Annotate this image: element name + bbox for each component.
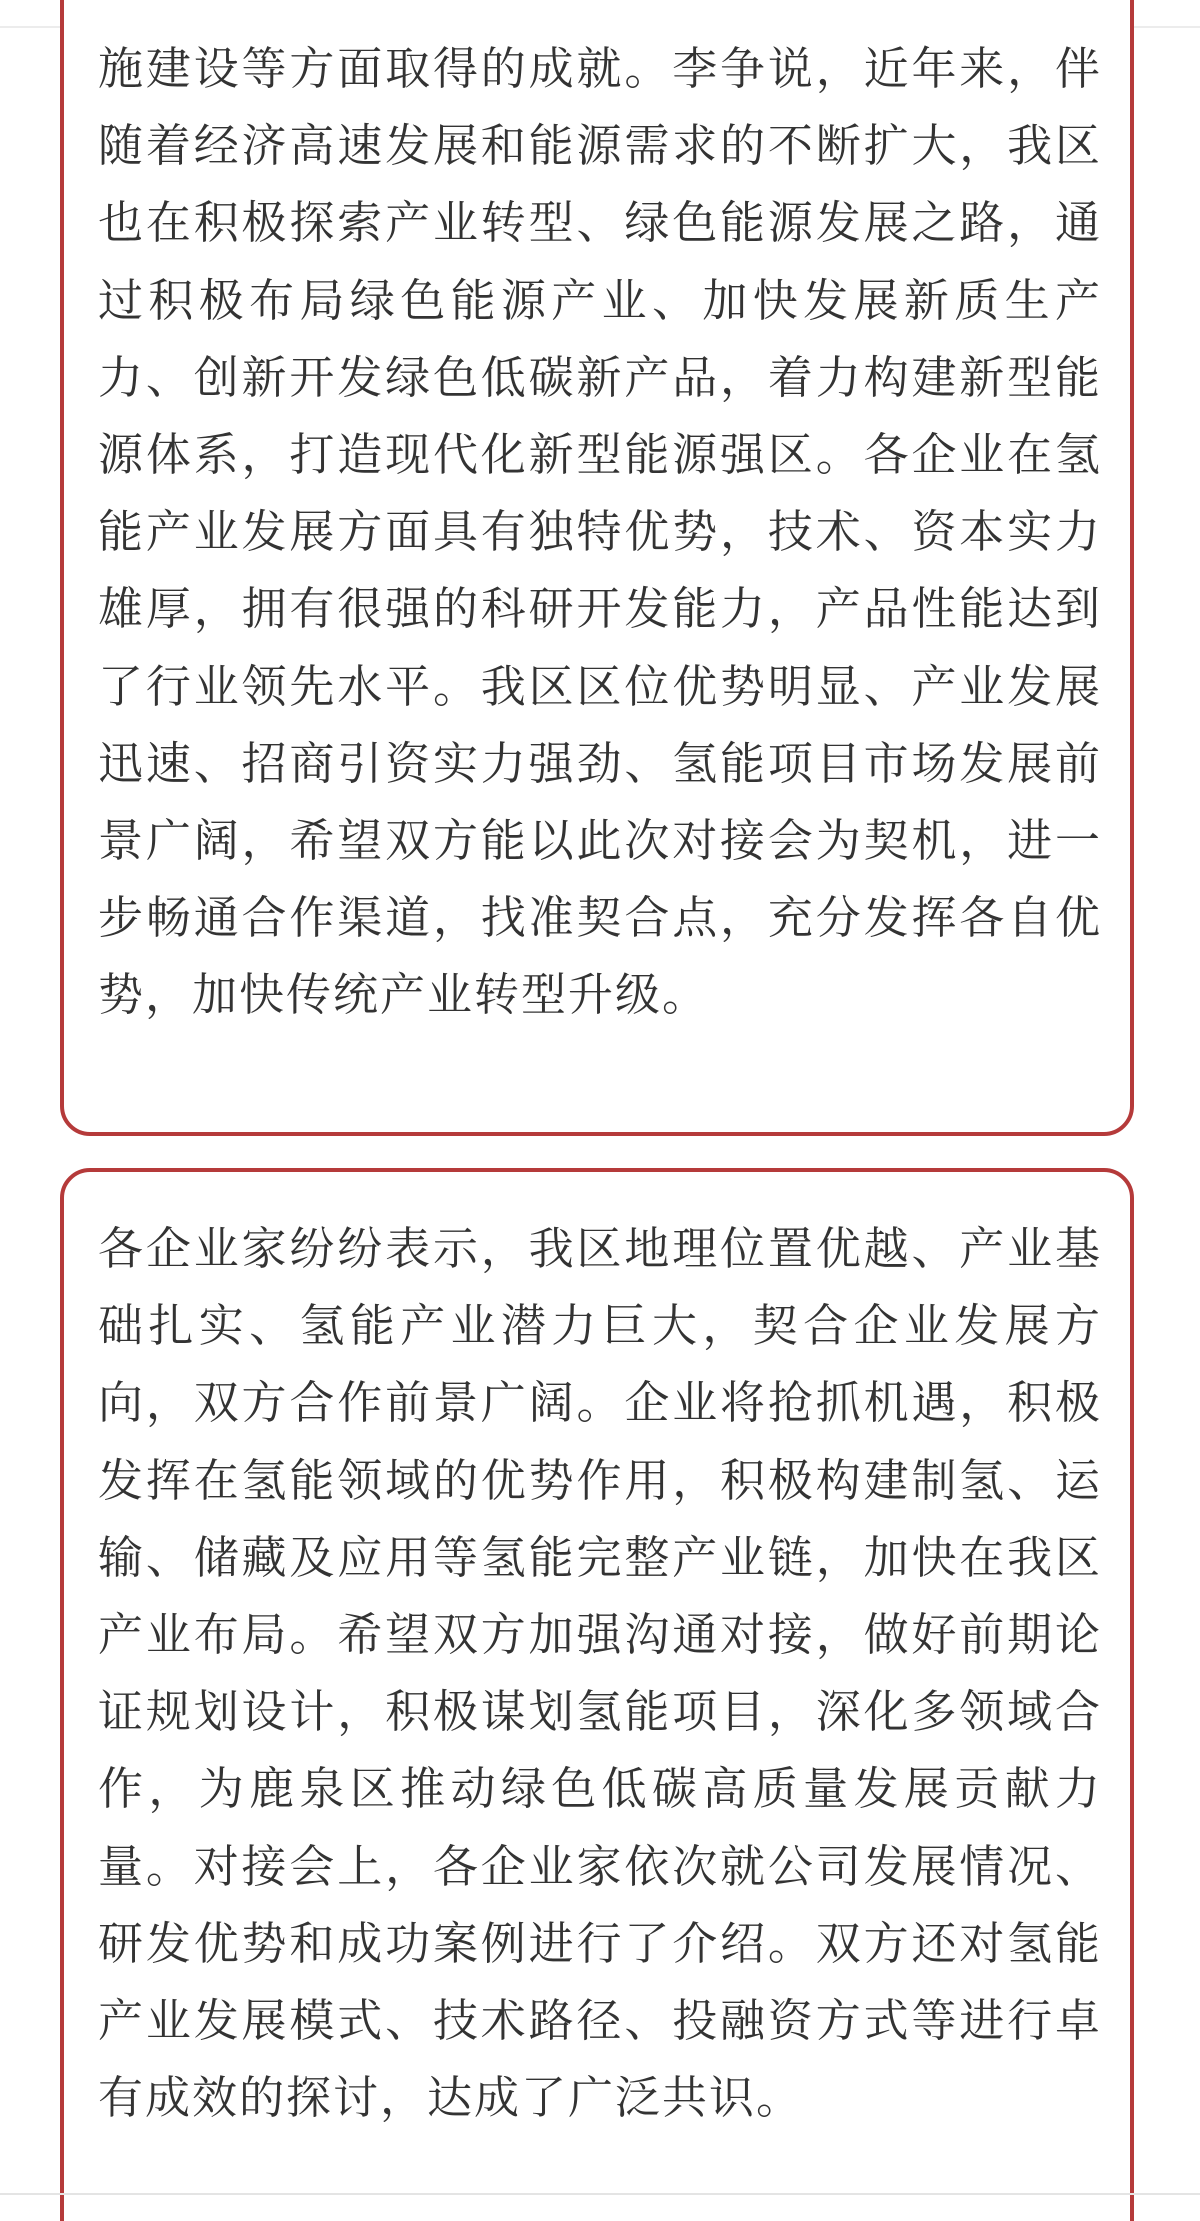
article-paragraph-1: 施建设等方面取得的成就。李争说，近年来，伴随着经济高速发展和能源需求的不断扩大，我区也在积极探索产业转型、绿色能源发展之路，通过积极布局绿色能源产业、加快发展新质生产力、创新开发绿色低碳新产品，着力构建新型能源体系，打造现代化新型能源强区。各企业在氢能产业发展方面具有独特优势，技术、资本实力雄厚，拥有很强的科研开发能力，产品性能达到了行业领先水平。我区区位优势明显、产业发展迅速、招商引资实力强劲、氢能项目市场发展前景广阔，希望双方能以此次对接会为契机，进一步畅通合作渠道，找准契合点，充分发挥各自优势，加快传统产业转型升级。 (98, 42, 1102, 1022)
article-card-1 (60, 0, 1134, 1136)
bottom-divider (0, 2193, 1200, 2195)
article-paragraph-2: 各企业家纷纷表示，我区地理位置优越、产业基础扎实、氢能产业潜力巨大，契合企业发展方向，双方合作前景广阔。企业将抢抓机遇，积极发挥在氢能领域的优势作用，积极构建制氢、运输、储藏及应用等氢能完整产业链，加快在我区产业布局。希望双方加强沟通对接，做好前期论证规划设计，积极谋划氢能项目，深化多领域合作，为鹿泉区推动绿色低碳高质量发展贡献力量。对接会上，各企业家依次就公司发展情况、研发优势和成功案例进行了介绍。双方还对氢能产业发展模式、技术路径、投融资方式等进行卓有成效的探讨，达成了广泛共识。 (98, 1222, 1102, 2125)
article-card-2 (60, 1168, 1134, 2221)
